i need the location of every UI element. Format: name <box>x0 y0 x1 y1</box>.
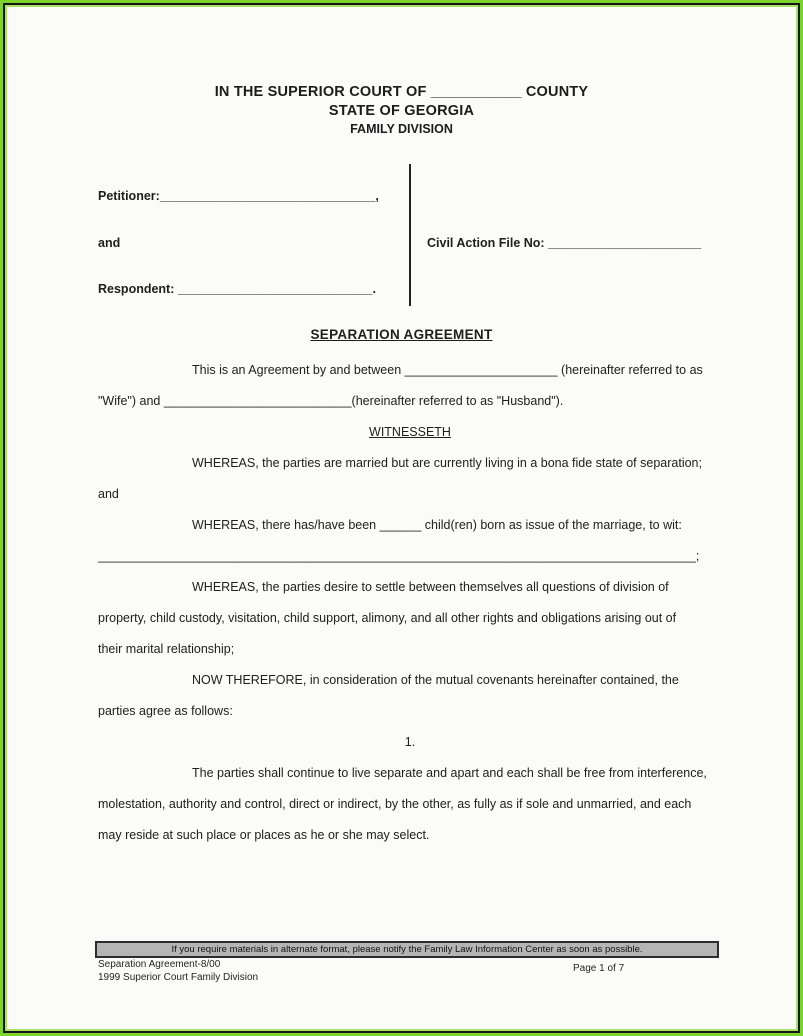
children-blank-line: ______________________________________________________________________________________; <box>98 549 700 563</box>
alternate-format-notice: If you require materials in alternate format, please notify the Family Law Information Center as soon as possible. <box>95 941 719 958</box>
petitioner-label: Petitioner: <box>98 189 160 203</box>
whereas-children-line: WHEREAS, there has/have been ______ child(ren) born as issue of the marriage, to wit: <box>192 518 682 532</box>
and-conjunction: and <box>98 236 121 250</box>
court-header <box>5 83 798 138</box>
petitioner-blank-line: _______________________________, <box>159 189 379 203</box>
whereas-separation-line: WHEREAS, the parties are married but are currently living in a bona fide state of separation; <box>192 456 702 470</box>
document-page <box>3 3 800 1033</box>
agreement-intro-line-1: This is an Agreement by and between ______________________ (hereinafter referred to as <box>192 363 703 377</box>
court-name-line: IN THE SUPERIOR COURT OF ___________ COUNTY <box>214 84 589 100</box>
respondent-label: Respondent: <box>98 282 178 296</box>
state-line: STATE OF GEORGIA <box>328 103 475 119</box>
division-line: FAMILY DIVISION <box>350 122 453 136</box>
agreement-body <box>98 355 722 851</box>
page-number: Page 1 of 7 <box>573 963 625 974</box>
and-continuation: and <box>98 487 119 501</box>
petitioner-line <box>98 189 379 203</box>
section-number-1: 1. <box>404 735 416 749</box>
respondent-line <box>98 282 376 296</box>
whereas-settle-line-2: property, child custody, visitation, child support, alimony, and all other rights and obligations arising out of <box>98 611 677 625</box>
section-1-line-3: may reside at such place or places as he or she may select. <box>98 828 430 842</box>
now-therefore-line-1: NOW THEREFORE, in consideration of the mutual covenants hereinafter contained, the <box>192 673 679 687</box>
civil-action-line <box>427 236 701 250</box>
document-title: SEPARATION AGREEMENT <box>310 327 493 342</box>
civil-action-label: Civil Action File No: <box>427 236 549 250</box>
civil-action-blank-line: ______________________ <box>548 236 702 250</box>
now-therefore-line-2: parties agree as follows: <box>98 704 233 718</box>
whereas-settle-line-3: their marital relationship; <box>98 642 235 656</box>
caption-divider-rule <box>409 164 411 306</box>
respondent-blank-line: ____________________________. <box>177 282 376 296</box>
form-id-block <box>98 959 258 984</box>
whereas-settle-line-1: WHEREAS, the parties desire to settle between themselves all questions of division of <box>192 580 669 594</box>
section-1-line-2: molestation, authority and control, direct or indirect, by the other, as fully as if sole and unmarried, and each <box>98 797 692 811</box>
agreement-intro-line-2: "Wife") and ___________________________(hereinafter referred to as "Husband"). <box>98 394 564 408</box>
form-id-line-1: Separation Agreement-8/00 <box>98 959 221 970</box>
form-id-line-2: 1999 Superior Court Family Division <box>98 971 259 983</box>
section-1-line-1: The parties shall continue to live separate and apart and each shall be free from interference, <box>192 766 707 780</box>
witnesseth-heading: WITNESSETH <box>369 425 451 439</box>
